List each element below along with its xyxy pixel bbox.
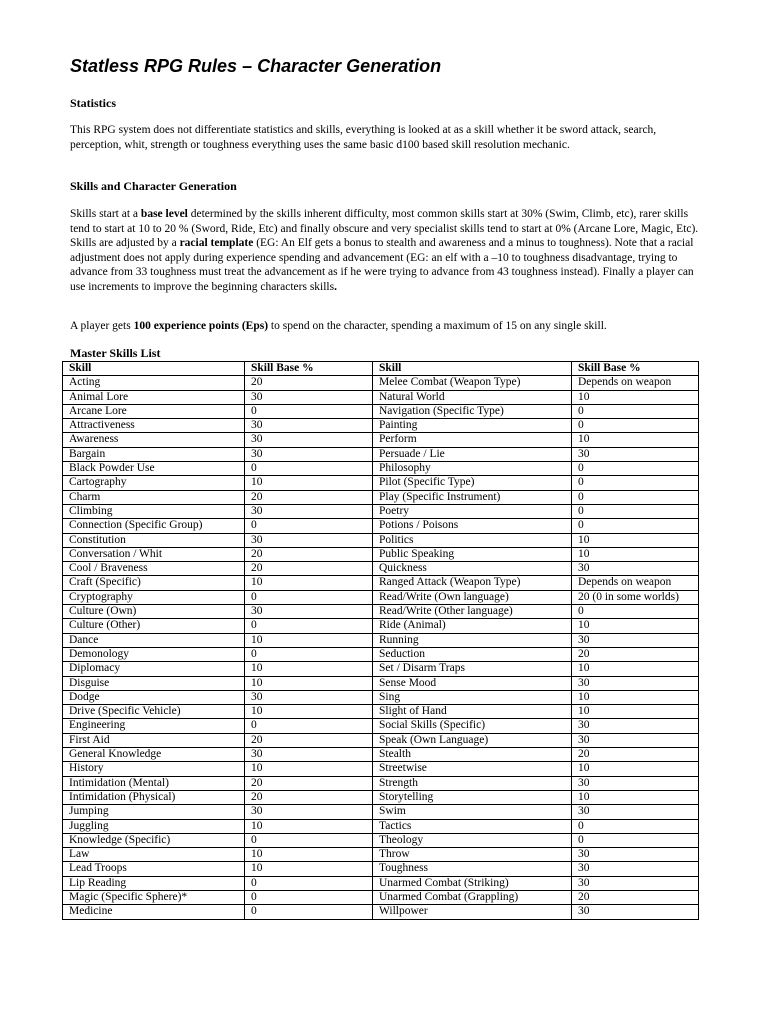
skill-name-cell: Craft (Specific) [63,576,245,590]
skill-base-cell: 0 [572,490,699,504]
table-row [63,490,699,504]
skill-base-cell: 10 [245,862,373,876]
bold-term: . [334,280,337,293]
skill-name-cell: Pilot (Specific Type) [373,476,572,490]
master-skills-heading: Master Skills List [70,346,161,360]
skill-base-cell: 0 [245,905,373,919]
skill-name-cell: Strength [373,776,572,790]
skill-base-cell: 10 [245,762,373,776]
skill-base-cell: 10 [572,762,699,776]
skill-base-cell: 30 [572,905,699,919]
skill-base-cell: 10 [245,476,373,490]
skill-base-cell: 20 [245,547,373,561]
skill-name-cell: Philosophy [373,462,572,476]
skill-name-cell: Lead Troops [63,862,245,876]
skill-base-cell: 30 [572,776,699,790]
skill-name-cell: Dance [63,633,245,647]
skill-base-cell: 0 [572,519,699,533]
skill-name-cell: Natural World [373,390,572,404]
skill-base-cell: 0 [572,833,699,847]
skill-name-cell: Stealth [373,748,572,762]
skill-name-cell: Streetwise [373,762,572,776]
table-row [63,547,699,561]
skill-name-cell: Speak (Own Language) [373,733,572,747]
bold-term: 100 experience points (Eps) [133,320,269,332]
skill-name-cell: Running [373,633,572,647]
table-row [63,605,699,619]
skill-base-cell: 20 [245,562,373,576]
skill-name-cell: Arcane Lore [63,404,245,418]
statistics-heading: Statistics [70,96,116,110]
skill-name-cell: Quickness [373,562,572,576]
skill-base-cell: 10 [572,390,699,404]
bold-term: base level [140,208,188,220]
skill-base-cell: 0 [245,647,373,661]
table-row [63,748,699,762]
skill-name-cell: Theology [373,833,572,847]
skill-base-cell: 30 [572,633,699,647]
table-row [63,590,699,604]
skill-base-cell: 10 [572,433,699,447]
skill-base-cell: 10 [245,633,373,647]
table-row [63,462,699,476]
skill-name-cell: Animal Lore [63,390,245,404]
table-row [63,690,699,704]
skill-name-cell: Charm [63,490,245,504]
skill-base-cell: 10 [245,848,373,862]
skill-base-cell: 10 [572,790,699,804]
skill-name-cell: Unarmed Combat (Striking) [373,876,572,890]
skill-base-cell: 10 [572,533,699,547]
skill-name-cell: Awareness [63,433,245,447]
skill-base-cell: Depends on weapon [572,376,699,390]
skill-name-cell: Slight of Hand [373,705,572,719]
skill-base-cell: 10 [572,690,699,704]
skill-base-cell: 30 [572,805,699,819]
skill-base-cell: 0 [572,819,699,833]
skill-base-cell: 30 [572,876,699,890]
skill-name-cell: Navigation (Specific Type) [373,404,572,418]
skill-base-cell: 0 [572,419,699,433]
column-header: Skill Base % [572,362,699,376]
table-row [63,833,699,847]
skill-name-cell: Melee Combat (Weapon Type) [373,376,572,390]
skill-name-cell: Disguise [63,676,245,690]
skill-base-cell: 20 [245,376,373,390]
skill-name-cell: Unarmed Combat (Grappling) [373,890,572,904]
skill-base-cell: 30 [245,419,373,433]
skill-name-cell: Attractiveness [63,419,245,433]
skill-name-cell: History [63,762,245,776]
skill-name-cell: Engineering [63,719,245,733]
column-header: Skill [63,362,245,376]
table-row [63,662,699,676]
column-header: Skill Base % [245,362,373,376]
skill-base-cell: 10 [572,705,699,719]
table-row [63,619,699,633]
skill-base-cell: 30 [245,605,373,619]
table-row [63,647,699,661]
skill-base-cell: 10 [245,705,373,719]
skill-name-cell: Acting [63,376,245,390]
skill-base-cell: 30 [245,805,373,819]
skill-name-cell: Cryptography [63,590,245,604]
skill-name-cell: Cartography [63,476,245,490]
skill-base-cell: 20 [245,490,373,504]
table-row [63,848,699,862]
table-row [63,390,699,404]
text-run: to spend on the character, spending a maximum of 15 on any single skill. [268,320,607,332]
table-row [63,433,699,447]
table-row [63,576,699,590]
skill-name-cell: Tactics [373,819,572,833]
skill-base-cell: 30 [245,390,373,404]
skill-name-cell: Dodge [63,690,245,704]
skill-name-cell: Climbing [63,504,245,518]
skill-base-cell: 10 [245,819,373,833]
text-run: (EG: An Elf gets a bonus to stealth and awareness and a minus to toughness). Note that a racial adjustment does not apply during experience spending and advancement (EG: an elf with a –10 to toughness disadvantage, trying to advance from 33 toughness must treat the advancement as if he were trying to advance from 43 toughness instead). Finally a player can use increments to improve the beginning characters skills [70,237,694,293]
skill-name-cell: Read/Write (Own language) [373,590,572,604]
skill-base-cell: 0 [572,404,699,418]
table-row [63,805,699,819]
table-body [63,376,699,919]
table-row [63,476,699,490]
skill-name-cell: Constitution [63,533,245,547]
skill-name-cell: Bargain [63,447,245,461]
skill-base-cell: 10 [245,676,373,690]
skill-name-cell: Set / Disarm Traps [373,662,572,676]
skill-name-cell: Lip Reading [63,876,245,890]
skill-base-cell: Depends on weapon [572,576,699,590]
skill-base-cell: 20 [572,647,699,661]
skill-name-cell: Politics [373,533,572,547]
skill-base-cell: 20 [572,748,699,762]
skill-name-cell: Seduction [373,647,572,661]
table-row [63,762,699,776]
page-title: Statless RPG Rules – Character Generation [70,56,442,76]
skill-name-cell: Throw [373,848,572,862]
table-row [63,633,699,647]
table-row [63,705,699,719]
skills-heading: Skills and Character Generation [70,179,237,193]
skill-base-cell: 0 [245,404,373,418]
skill-name-cell: First Aid [63,733,245,747]
skills-paragraph [70,207,710,294]
skill-name-cell: Persuade / Lie [373,447,572,461]
skill-name-cell: Storytelling [373,790,572,804]
skill-name-cell: Connection (Specific Group) [63,519,245,533]
skill-base-cell: 30 [572,562,699,576]
skill-name-cell: Ride (Animal) [373,619,572,633]
skill-base-cell: 0 [245,619,373,633]
skill-base-cell: 10 [572,547,699,561]
skill-name-cell: Magic (Specific Sphere)* [63,890,245,904]
column-header: Skill [373,362,572,376]
table-row [63,719,699,733]
table-row [63,447,699,461]
skill-base-cell: 0 [245,890,373,904]
skill-name-cell: Public Speaking [373,547,572,561]
skill-name-cell: Demonology [63,647,245,661]
skill-name-cell: Potions / Poisons [373,519,572,533]
table-row [63,519,699,533]
skill-base-cell: 10 [572,662,699,676]
skill-name-cell: Juggling [63,819,245,833]
skill-base-cell: 20 [245,776,373,790]
skill-base-cell: 30 [245,748,373,762]
table-row [63,533,699,547]
skill-base-cell: 0 [245,833,373,847]
skill-name-cell: Swim [373,805,572,819]
skill-name-cell: Culture (Other) [63,619,245,633]
skill-base-cell: 20 [245,733,373,747]
skill-name-cell: Sing [373,690,572,704]
skill-name-cell: Knowledge (Specific) [63,833,245,847]
skill-base-cell: 30 [245,690,373,704]
table-row [63,376,699,390]
skill-name-cell: Intimidation (Physical) [63,790,245,804]
skill-base-cell: 30 [245,447,373,461]
skill-name-cell: Read/Write (Other language) [373,605,572,619]
skill-name-cell: Jumping [63,805,245,819]
skill-name-cell: Law [63,848,245,862]
table-row [63,790,699,804]
table-row [63,733,699,747]
skill-base-cell: 0 [245,462,373,476]
skill-name-cell: General Knowledge [63,748,245,762]
skill-name-cell: Poetry [373,504,572,518]
skill-base-cell: 30 [245,504,373,518]
skill-name-cell: Social Skills (Specific) [373,719,572,733]
table-header-row [63,362,699,376]
table-row [63,905,699,919]
skill-name-cell: Conversation / Whit [63,547,245,561]
skill-base-cell: 0 [572,504,699,518]
skill-base-cell: 30 [572,719,699,733]
skill-base-cell: 0 [572,605,699,619]
table-row [63,404,699,418]
table-row [63,776,699,790]
skill-name-cell: Painting [373,419,572,433]
skill-base-cell: 20 [245,790,373,804]
bold-term: racial template [179,237,254,249]
skill-base-cell: 30 [245,433,373,447]
skill-base-cell: 0 [245,876,373,890]
skill-name-cell: Diplomacy [63,662,245,676]
table-row [63,890,699,904]
table-row [63,419,699,433]
skill-base-cell: 30 [572,848,699,862]
skill-base-cell: 10 [245,662,373,676]
skill-name-cell: Sense Mood [373,676,572,690]
skill-name-cell: Toughness [373,862,572,876]
text-run: Skills start at a [70,208,141,220]
skill-name-cell: Medicine [63,905,245,919]
table-row [63,562,699,576]
text-run: A player gets [70,320,134,332]
table-row [63,819,699,833]
skill-name-cell: Ranged Attack (Weapon Type) [373,576,572,590]
skill-base-cell: 20 [572,890,699,904]
statistics-paragraph: This RPG system does not differentiate statistics and skills, everything is looked at as a skill whether it be sword attack, search, perception, whit, strength or toughness everything uses the same basic d100 based skill resolution mechanic. [70,124,657,151]
skill-base-cell: 0 [572,462,699,476]
skill-base-cell: 30 [572,676,699,690]
table-row [63,504,699,518]
skill-name-cell: Drive (Specific Vehicle) [63,705,245,719]
skill-name-cell: Play (Specific Instrument) [373,490,572,504]
skill-base-cell: 0 [245,719,373,733]
skill-name-cell: Black Powder Use [63,462,245,476]
skill-base-cell: 0 [572,476,699,490]
skill-name-cell: Perform [373,433,572,447]
table-row [63,862,699,876]
skill-base-cell: 0 [245,590,373,604]
skill-name-cell: Intimidation (Mental) [63,776,245,790]
experience-paragraph [70,319,710,334]
skill-name-cell: Culture (Own) [63,605,245,619]
skill-base-cell: 30 [572,733,699,747]
table-row [63,876,699,890]
skill-name-cell: Cool / Braveness [63,562,245,576]
skill-name-cell: Willpower [373,905,572,919]
skill-base-cell: 30 [572,447,699,461]
skill-base-cell: 0 [245,519,373,533]
skill-base-cell: 30 [572,862,699,876]
skill-base-cell: 10 [572,619,699,633]
skill-base-cell: 10 [245,576,373,590]
skill-base-cell: 30 [245,533,373,547]
table-row [63,676,699,690]
text-run: determined by the skills inherent difficulty, most common skills start at 30% (Swim, Climb, etc), rarer skills tend to start at 10 to 20 % (Sword, Ride, Etc) and finally obscure and very specialist skills tend to start at 0% (Arcane Lore, Magic, Etc). Skills are adjusted by a [70,208,699,249]
skill-base-cell: 20 (0 in some worlds) [572,590,699,604]
master-skills-table [62,361,699,920]
